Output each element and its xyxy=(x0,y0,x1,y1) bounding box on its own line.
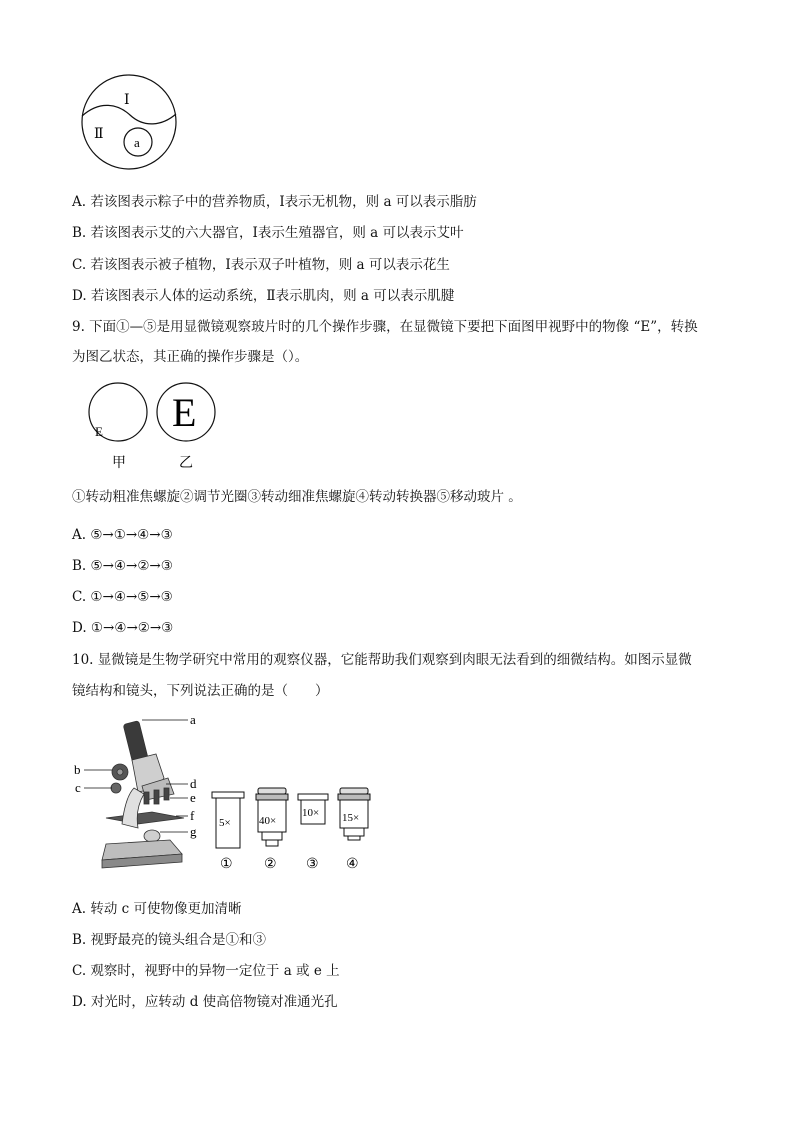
label-jia: 甲 xyxy=(112,456,126,471)
part-label-f: f xyxy=(190,808,195,823)
q10-option-a: A. 转动 c 可使物像更加清晰 xyxy=(72,901,242,917)
part-label-g: g xyxy=(190,824,197,839)
lens-3-label: 10× xyxy=(302,807,320,819)
lens-1-number: ① xyxy=(220,857,233,872)
q10-option-c: C. 观察时，视野中的异物一定位于 a 或 e 上 xyxy=(72,963,340,979)
lens-4-label: 15× xyxy=(342,812,360,824)
q9-stem-line2: 为图乙状态，其正确的操作步骤是（）。 xyxy=(72,349,309,365)
q9-option-d: D. ①→④→②→③ xyxy=(72,620,174,636)
label-yi: 乙 xyxy=(179,456,193,471)
q9-option-b: B. ⑤→④→②→③ xyxy=(72,558,173,574)
q10-stem-line2: 镜结构和镜头，下列说法正确的是（ ） xyxy=(72,683,329,699)
q10-option-b: B. 视野最亮的镜头组合是①和③ xyxy=(72,932,267,948)
q9-stem-line1: 9. 下面①—⑤是用显微镜观察玻片时的几个操作步骤，在显微镜下要把下面图甲视野中的物像 “E”，转换 xyxy=(72,319,698,335)
lens-3-number: ③ xyxy=(306,857,319,872)
q10-stem-line1: 10. 显微镜是生物学研究中常用的观察仪器，它能帮助我们观察到肉眼无法看到的细微结构。如图示显微 xyxy=(72,652,692,668)
set-diagram xyxy=(72,70,187,170)
microscope-illustration xyxy=(102,721,184,868)
part-label-c: c xyxy=(75,780,81,795)
small-e-letter: E xyxy=(95,424,103,439)
part-label-d: d xyxy=(190,776,197,791)
lens-1-label: 5× xyxy=(219,817,231,829)
lens-2-label: 40× xyxy=(259,815,277,827)
part-label-e: e xyxy=(190,790,196,805)
venn-label-a: a xyxy=(134,135,140,150)
lens-4-number: ④ xyxy=(346,857,359,872)
part-label-b: b xyxy=(74,762,81,777)
venn-label-I: Ⅰ xyxy=(124,93,130,108)
q8-option-d: D. 若该图表示人体的运动系统，Ⅱ表示肌肉，则 a 可以表示肌腱 xyxy=(72,288,455,304)
q9-steps: ①转动粗准焦螺旋②调节光圈③转动细准焦螺旋④转动转换器⑤移动玻片 。 xyxy=(72,489,522,505)
microscope-field-figure xyxy=(84,380,224,472)
big-e-letter: E xyxy=(172,390,197,435)
microscope-figure xyxy=(72,708,382,878)
q8-option-a: A. 若该图表示粽子中的营养物质，Ⅰ表示无机物，则 a 可以表示脂肪 xyxy=(72,194,477,210)
q9-option-c: C. ①→④→⑤→③ xyxy=(72,589,173,605)
venn-label-II: Ⅱ xyxy=(94,127,104,142)
lens-2-number: ② xyxy=(264,857,277,872)
q8-option-c: C. 若该图表示被子植物，Ⅰ表示双子叶植物，则 a 可以表示花生 xyxy=(72,257,450,273)
q10-option-d: D. 对光时，应转动 d 使高倍物镜对准通光孔 xyxy=(72,994,338,1010)
q8-option-b: B. 若该图表示艾的六大器官，Ⅰ表示生殖器官，则 a 可以表示艾叶 xyxy=(72,225,464,241)
part-label-a: a xyxy=(190,712,196,727)
q9-option-a: A. ⑤→①→④→③ xyxy=(72,527,173,543)
